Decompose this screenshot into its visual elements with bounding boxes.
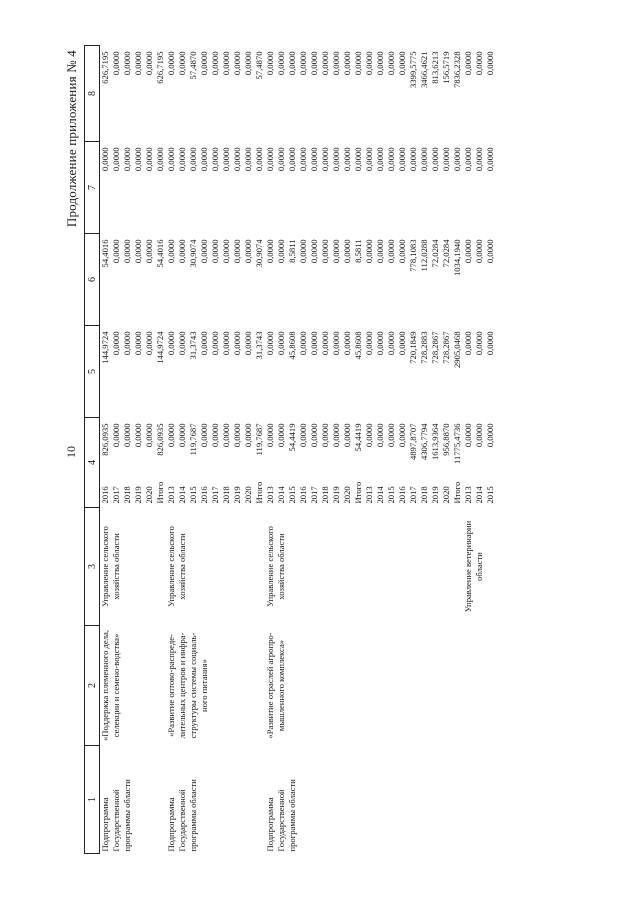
year-label: 2019	[331, 486, 341, 504]
c6-cell	[463, 234, 496, 326]
value-cell: 30,9074	[254, 239, 264, 268]
value-cell: 0,0000	[133, 331, 143, 356]
value-cell: 0,0000	[243, 239, 253, 264]
value-cell: 119,7687	[188, 423, 198, 456]
year-label: 2014	[375, 486, 385, 504]
year-label: 2016	[298, 486, 308, 504]
year-label: 2015	[287, 486, 297, 504]
value-cell: 0,0000	[232, 331, 242, 356]
value-cell: 45,8608	[287, 331, 297, 360]
value-cell: 0,0000	[232, 51, 242, 76]
c5-cell	[100, 326, 167, 418]
value-cell: 0,0000	[133, 239, 143, 264]
header-col-5: 5	[85, 326, 100, 418]
value-cell: 4897,8707	[408, 423, 418, 461]
year-list	[166, 482, 265, 506]
value-cell: 0,0000	[133, 51, 143, 76]
years-and-totals-cell	[100, 418, 167, 508]
value-cell: 54,4016	[155, 239, 165, 268]
year-label: 2013	[364, 486, 374, 504]
value-cell: 0,0000	[386, 239, 396, 264]
value-cell: 0,0000	[111, 51, 121, 76]
subprogram-type-cell: Подпрограмма Государственной программы области	[100, 779, 132, 852]
value-cell: 956,8870	[441, 423, 451, 456]
value-cell: 0,0000	[386, 147, 396, 172]
value-cell: 0,0000	[309, 331, 319, 356]
value-cell: 0,0000	[463, 239, 473, 264]
value-cell: 0,0000	[177, 423, 187, 448]
year-label: 2020	[243, 486, 253, 504]
value-cell: 0,0000	[353, 147, 363, 172]
value-cell: 728,2867	[430, 331, 440, 364]
value-cell: 0,0000	[155, 147, 165, 172]
value-cell: 1613,9364	[430, 423, 440, 461]
c7-cell	[166, 142, 265, 234]
value-cell: 626,7195	[100, 51, 110, 84]
header-col-1: 1	[85, 746, 100, 854]
value-cell: 45,8608	[353, 331, 363, 360]
value-cell: 31,3743	[254, 331, 264, 360]
value-cell: 826,0935	[155, 423, 165, 456]
value-cell: 0,0000	[166, 147, 176, 172]
value-cell: 0,0000	[122, 423, 132, 448]
value-cell: 72,0284	[430, 239, 440, 268]
c8-cell	[463, 46, 496, 142]
value-cell: 0,0000	[166, 51, 176, 76]
header-col-7: 7	[85, 142, 100, 234]
c5-cell	[463, 326, 496, 418]
value-cell: 0,0000	[111, 423, 121, 448]
value-cell: 826,0935	[100, 423, 110, 456]
c6-cell	[100, 234, 167, 326]
value-cell: 0,0000	[265, 331, 275, 356]
value-cell: 0,0000	[298, 423, 308, 448]
value-cell: 144,9724	[155, 331, 165, 364]
value-cell: 0,0000	[166, 239, 176, 264]
value-cell: 0,0000	[287, 51, 297, 76]
year-label: 2015	[188, 486, 198, 504]
value-cell: 0,0000	[254, 147, 264, 172]
value-cell: 0,0000	[419, 147, 429, 172]
value-cell: 0,0000	[397, 239, 407, 264]
subprogram-title-cell: «Развитие отраслей агропро-мышленного комплекса»	[265, 632, 286, 739]
table-row	[166, 46, 265, 854]
value-cell: 31,3743	[188, 331, 198, 360]
value-cell: 0,0000	[320, 51, 330, 76]
value-cell: 156,5719	[441, 51, 451, 84]
value-cell: 0,0000	[342, 423, 352, 448]
value-cell: 0,0000	[353, 51, 363, 76]
value-cell: 4306,7794	[419, 423, 429, 461]
value-cell: 57,4870	[188, 51, 198, 80]
value-cell: 3466,4621	[419, 51, 429, 89]
year-list	[463, 486, 496, 505]
subprogram-title-cell: «Развитие оптово-распреде-лительных центров и инфра-структуры системы социаль-ного питания»	[166, 632, 209, 739]
c8-cell	[364, 46, 463, 142]
executor-cell: Управление сельского хозяйства области	[100, 526, 121, 607]
value-cell: 0,0000	[221, 423, 231, 448]
year-label: 2018	[122, 486, 132, 504]
subprogram-title-cell	[364, 626, 463, 746]
c7-cell	[364, 142, 463, 234]
value-cell: 0,0000	[144, 331, 154, 356]
year-label: 2020	[144, 486, 154, 504]
value-cell: 0,0000	[210, 147, 220, 172]
value-cell: 0,0000	[309, 51, 319, 76]
value-cell: 0,0000	[485, 147, 495, 172]
value-cell: 0,0000	[474, 423, 484, 448]
value-cell: 0,0000	[232, 239, 242, 264]
col4-values	[463, 420, 496, 487]
value-cell: 0,0000	[320, 147, 330, 172]
header-col-6: 6	[85, 234, 100, 326]
value-cell: 0,0000	[199, 423, 209, 448]
c8-cell	[166, 46, 265, 142]
year-label: Итого	[155, 481, 165, 504]
value-cell: 0,0000	[452, 147, 462, 172]
value-cell: 0,0000	[364, 51, 374, 76]
value-cell: 0,0000	[331, 51, 341, 76]
year-label: 2019	[430, 486, 440, 504]
year-label: 2014	[177, 486, 187, 504]
value-cell: 0,0000	[133, 423, 143, 448]
value-cell: 0,0000	[474, 147, 484, 172]
value-cell: 0,0000	[122, 51, 132, 76]
value-cell: 0,0000	[364, 147, 374, 172]
value-cell: 0,0000	[342, 239, 352, 264]
header-row	[85, 46, 100, 854]
value-cell: 0,0000	[122, 331, 132, 356]
value-cell: 0,0000	[221, 51, 231, 76]
value-cell: 0,0000	[177, 239, 187, 264]
value-cell: 0,0000	[430, 147, 440, 172]
value-cell: 57,4870	[254, 51, 264, 80]
value-cell: 0,0000	[144, 147, 154, 172]
c7-cell	[463, 142, 496, 234]
value-cell: 0,0000	[166, 331, 176, 356]
value-cell: 1034,1940	[452, 239, 462, 277]
header-col-3: 3	[85, 508, 100, 626]
value-cell: 0,0000	[276, 331, 286, 356]
value-cell: 30,9074	[188, 239, 198, 268]
value-cell: 0,0000	[386, 331, 396, 356]
value-cell: 0,0000	[485, 331, 495, 356]
subprogram-type-cell: Подпрограмма Государственной программы области	[166, 779, 198, 852]
value-cell: 0,0000	[210, 331, 220, 356]
value-cell: 0,0000	[309, 147, 319, 172]
c6-cell	[166, 234, 265, 326]
value-cell: 0,0000	[397, 331, 407, 356]
year-label: 2015	[386, 486, 396, 504]
value-cell: 7836,2328	[452, 51, 462, 89]
value-cell: 0,0000	[397, 51, 407, 76]
value-cell: 0,0000	[232, 147, 242, 172]
value-cell: 0,0000	[342, 147, 352, 172]
value-cell: 0,0000	[485, 423, 495, 448]
year-label: 2016	[397, 486, 407, 504]
year-list	[364, 482, 463, 506]
year-label: 2016	[100, 486, 110, 504]
years-and-totals-cell	[166, 418, 265, 508]
c6-cell	[364, 234, 463, 326]
value-cell: 0,0000	[221, 331, 231, 356]
value-cell: 0,0000	[122, 239, 132, 264]
value-cell: 0,0000	[199, 239, 209, 264]
value-cell: 0,0000	[397, 147, 407, 172]
value-cell: 0,0000	[287, 147, 297, 172]
value-cell: 0,0000	[331, 239, 341, 264]
year-label: 2018	[419, 486, 429, 504]
value-cell: 728,2867	[441, 331, 451, 364]
c5-cell	[364, 326, 463, 418]
rotated-sheet	[60, 42, 580, 862]
value-cell: 0,0000	[111, 331, 121, 356]
table-row	[463, 46, 496, 854]
year-label: 2019	[232, 486, 242, 504]
value-cell: 0,0000	[265, 147, 275, 172]
value-cell: 0,0000	[364, 423, 374, 448]
value-cell: 720,1849	[408, 331, 418, 364]
value-cell: 0,0000	[298, 239, 308, 264]
value-cell: 54,4419	[353, 423, 363, 452]
year-label: 2018	[320, 486, 330, 504]
year-label: Итого	[452, 481, 462, 504]
value-cell: 0,0000	[111, 239, 121, 264]
value-cell: 0,0000	[177, 51, 187, 76]
year-label: 2016	[199, 486, 209, 504]
year-label: 2013	[463, 486, 473, 504]
value-cell: 0,0000	[210, 423, 220, 448]
value-cell: 778,1083	[408, 239, 418, 272]
value-cell: 0,0000	[122, 147, 132, 172]
subprogram-title-cell	[463, 626, 496, 746]
value-cell: 0,0000	[309, 423, 319, 448]
value-cell: 119,7687	[254, 423, 264, 456]
c7-cell	[100, 142, 167, 234]
executor-cell: Управление сельского хозяйства области	[265, 526, 286, 607]
value-cell: 0,0000	[386, 423, 396, 448]
table-row	[364, 46, 463, 854]
value-cell: 0,0000	[375, 423, 385, 448]
header-col-4: 4	[85, 418, 100, 508]
value-cell: 0,0000	[375, 51, 385, 76]
value-cell: 0,0000	[320, 423, 330, 448]
value-cell: 0,0000	[375, 147, 385, 172]
budget-table	[84, 45, 496, 854]
year-label: 2020	[441, 486, 451, 504]
value-cell: 3399,5775	[408, 51, 418, 89]
year-label: 2013	[166, 486, 176, 504]
value-cell: 0,0000	[243, 423, 253, 448]
col4-values	[166, 420, 265, 482]
value-cell: 0,0000	[485, 51, 495, 76]
year-label: 2017	[408, 486, 418, 504]
value-cell: 0,0000	[111, 147, 121, 172]
value-cell: 0,0000	[463, 331, 473, 356]
c7-cell	[265, 142, 364, 234]
value-cell: 0,0000	[485, 239, 495, 264]
value-cell: 0,0000	[265, 239, 275, 264]
value-cell: 0,0000	[375, 239, 385, 264]
year-list	[100, 482, 166, 506]
value-cell: 0,0000	[210, 51, 220, 76]
value-cell: 0,0000	[265, 51, 275, 76]
value-cell: 0,0000	[320, 239, 330, 264]
value-cell: 0,0000	[243, 331, 253, 356]
c8-cell	[100, 46, 167, 142]
value-cell: 0,0000	[298, 51, 308, 76]
value-cell: 0,0000	[364, 331, 374, 356]
year-label: Итого	[353, 481, 363, 504]
year-label: 2019	[133, 486, 143, 504]
value-cell: 0,0000	[331, 423, 341, 448]
value-cell: 0,0000	[386, 51, 396, 76]
value-cell: 0,0000	[144, 423, 154, 448]
value-cell: 0,0000	[144, 51, 154, 76]
value-cell: 0,0000	[210, 239, 220, 264]
value-cell: 0,0000	[177, 147, 187, 172]
year-label: 2020	[342, 486, 352, 504]
year-label: 2017	[309, 486, 319, 504]
value-cell: 0,0000	[331, 147, 341, 172]
value-cell: 11775,4736	[452, 423, 462, 465]
executor-cell: Управление сельского хозяйства области	[166, 526, 187, 607]
page-number: 10	[64, 446, 78, 458]
subprogram-type-cell: Подпрограмма Государственной программы области	[265, 779, 297, 852]
appendix-caption: Продолжение приложения № 4	[64, 50, 79, 228]
value-cell: 0,0000	[463, 51, 473, 76]
value-cell: 0,0000	[474, 51, 484, 76]
value-cell: 0,0000	[408, 147, 418, 172]
c5-cell	[166, 326, 265, 418]
value-cell: 0,0000	[232, 423, 242, 448]
value-cell: 0,0000	[144, 239, 154, 264]
value-cell: 0,0000	[331, 331, 341, 356]
value-cell: 0,0000	[100, 147, 110, 172]
value-cell: 0,0000	[441, 147, 451, 172]
value-cell: 144,9724	[100, 331, 110, 364]
value-cell: 0,0000	[276, 423, 286, 448]
subprogram-type-cell	[463, 746, 496, 854]
value-cell: 0,0000	[243, 147, 253, 172]
year-label: 2017	[210, 486, 220, 504]
col4-values	[364, 420, 463, 482]
value-cell: 0,0000	[276, 147, 286, 172]
value-cell: 54,4016	[100, 239, 110, 268]
c5-cell	[265, 326, 364, 418]
value-cell: 0,0000	[474, 331, 484, 356]
value-cell: 0,0000	[397, 423, 407, 448]
value-cell: 0,0000	[298, 147, 308, 172]
table-body	[100, 46, 497, 854]
value-cell: 0,0000	[177, 331, 187, 356]
value-cell: 0,0000	[133, 147, 143, 172]
subprogram-type-cell	[364, 746, 463, 854]
col4-values	[100, 420, 166, 482]
header-col-8: 8	[85, 46, 100, 142]
year-label: 2014	[276, 486, 286, 504]
value-cell: 0,0000	[188, 147, 198, 172]
subprogram-title-cell: «Поддержка племенного дела, селекции и семено-водства»	[100, 630, 121, 741]
value-cell: 0,0000	[221, 239, 231, 264]
year-label: 2014	[474, 486, 484, 504]
value-cell: 0,0000	[265, 423, 275, 448]
year-label: 2018	[221, 486, 231, 504]
value-cell: 112,0288	[419, 239, 429, 272]
value-cell: 8,5811	[353, 239, 363, 263]
c8-cell	[265, 46, 364, 142]
value-cell: 0,0000	[342, 331, 352, 356]
value-cell: 54,4419	[287, 423, 297, 452]
value-cell: 0,0000	[463, 423, 473, 448]
year-label: 2013	[265, 486, 275, 504]
year-list	[265, 482, 364, 506]
value-cell: 0,0000	[342, 51, 352, 76]
value-cell: 0,0000	[199, 147, 209, 172]
value-cell: 626,7195	[155, 51, 165, 84]
value-cell: 813,6213	[430, 51, 440, 84]
value-cell: 728,2883	[419, 331, 429, 364]
value-cell: 0,0000	[276, 239, 286, 264]
col4-values	[265, 420, 364, 482]
header-col-2: 2	[85, 626, 100, 746]
year-label: 2017	[111, 486, 121, 504]
value-cell: 0,0000	[243, 51, 253, 76]
value-cell: 0,0000	[375, 331, 385, 356]
table-row	[265, 46, 364, 854]
value-cell: 8,5811	[287, 239, 297, 263]
value-cell: 0,0000	[166, 423, 176, 448]
year-label: Итого	[254, 481, 264, 504]
executor-cell	[364, 508, 463, 626]
value-cell: 0,0000	[474, 239, 484, 264]
years-and-totals-cell	[364, 418, 463, 508]
executor-cell: Управление ветеринарии области	[463, 520, 484, 613]
value-cell: 0,0000	[298, 331, 308, 356]
value-cell: 72,0284	[441, 239, 451, 268]
c6-cell	[265, 234, 364, 326]
years-and-totals-cell	[463, 418, 496, 508]
value-cell: 0,0000	[199, 51, 209, 76]
value-cell: 0,0000	[320, 331, 330, 356]
value-cell: 0,0000	[463, 147, 473, 172]
value-cell: 0,0000	[309, 239, 319, 264]
value-cell: 0,0000	[199, 331, 209, 356]
table-row	[100, 46, 167, 854]
value-cell: 0,0000	[276, 51, 286, 76]
value-cell: 0,0000	[221, 147, 231, 172]
year-label: 2015	[485, 486, 495, 504]
value-cell: 0,0000	[364, 239, 374, 264]
years-and-totals-cell	[265, 418, 364, 508]
value-cell: 2905,0468	[452, 331, 462, 369]
